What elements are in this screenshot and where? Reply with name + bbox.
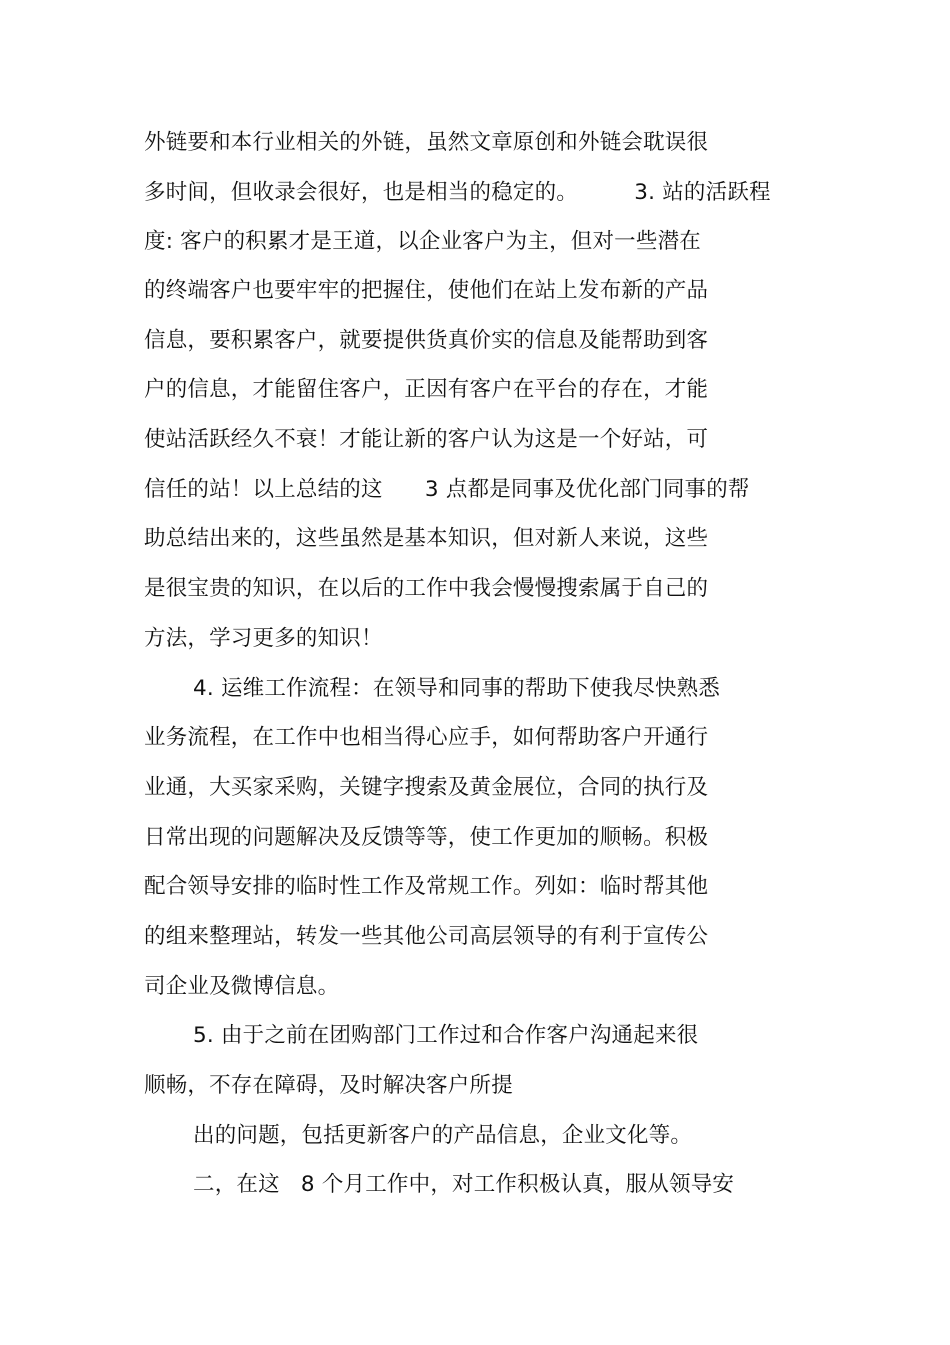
text-line: 的终端客户也要牢牢的把握住，使他们在站上发布新的产品 [144, 278, 709, 303]
text-line: 的组来整理站，转发一些其他公司高层领导的有利于宣传公 [144, 924, 709, 949]
text-line: 信息，要积累客户，就要提供货真价实的信息及能帮助到客 [144, 328, 709, 353]
text-line: 日常出现的问题解决及反馈等等，使工作更加的顺畅。积极 [144, 825, 709, 850]
text-line: 户的信息，才能留住客户，正因有客户在平台的存在，才能 [144, 377, 709, 402]
text-line: 信任的站！以上总结的这 3 点都是同事及优化部门同事的帮 [144, 477, 750, 502]
text-line: 助总结出来的，这些虽然是基本知识，但对新人来说，这些 [144, 526, 709, 551]
text-line: 业务流程，在工作中也相当得心应手，如何帮助客户开通行 [144, 725, 709, 750]
text-line: 司企业及微博信息。 [144, 974, 340, 999]
text-line: 使站活跃经久不衰！才能让新的客户认为这是一个好站，可 [144, 427, 709, 452]
text-line: 配合领导安排的临时性工作及常规工作。列如：临时帮其他 [144, 874, 709, 899]
text-line: 出的问题，包括更新客户的产品信息，企业文化等。 [193, 1123, 693, 1148]
text-line: 度: 客户的积累才是王道，以企业客户为主，但对一些潜在 [144, 229, 701, 254]
text-line: 二，在这 8 个月工作中，对工作积极认真，服从领导安 [193, 1172, 735, 1197]
text-line: 顺畅，不存在障碍，及时解决客户所提 [144, 1073, 513, 1098]
text-line: 业通，大买家采购，关键字搜索及黄金展位，合同的执行及 [144, 775, 709, 800]
text-line: 4. 运维工作流程：在领导和同事的帮助下使我尽快熟悉 [193, 676, 721, 701]
text-line: 5. 由于之前在团购部门工作过和合作客户沟通起来很 [193, 1023, 699, 1048]
text-line: 多时间，但收录会很好，也是相当的稳定的。 3. 站的活跃程 [144, 180, 771, 205]
text-line: 是很宝贵的知识，在以后的工作中我会慢慢搜索属于自己的 [144, 576, 709, 601]
text-line: 方法，学习更多的知识！ [144, 626, 383, 651]
text-line: 外链要和本行业相关的外链，虽然文章原创和外链会耽误很 [144, 130, 709, 155]
